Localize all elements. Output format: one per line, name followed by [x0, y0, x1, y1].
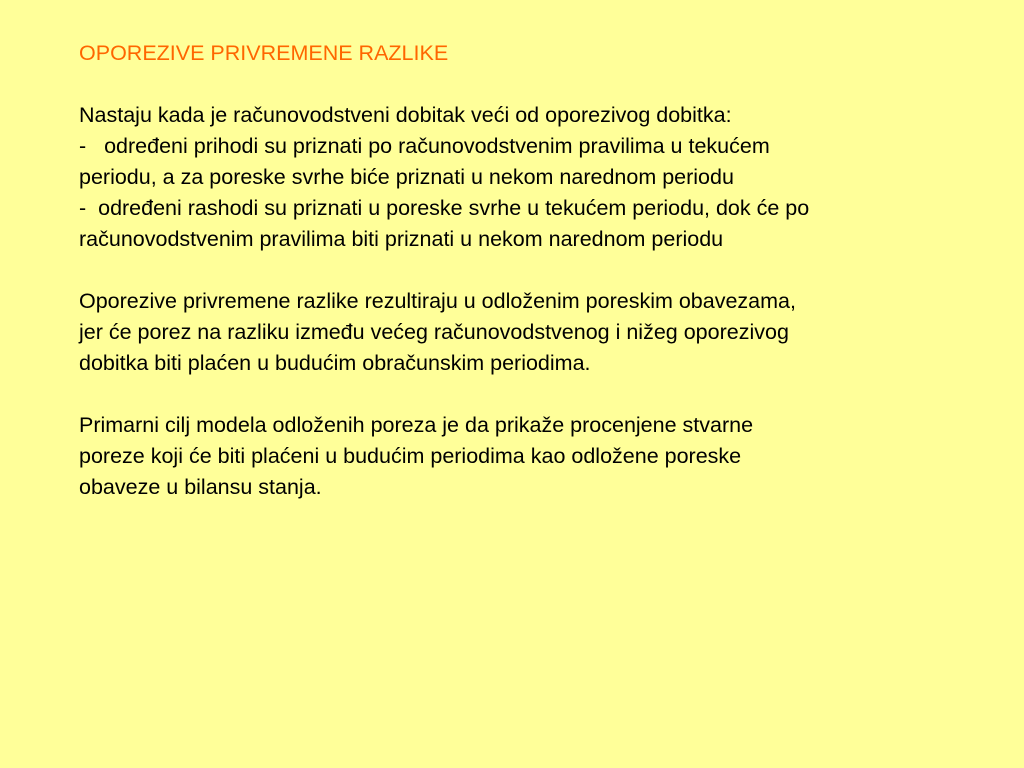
paragraph-definition: [79, 100, 979, 255]
paragraph-line: računovodstvenim pravilima biti priznati u nekom narednom periodu: [79, 227, 724, 251]
bullet-line: - određeni rashodi su priznati u poreske svrhe u tekućem periodu, dok će po: [79, 196, 810, 220]
paragraph-goal: [79, 410, 979, 503]
paragraph-line: Nastaju kada je računovodstveni dobitak veći od oporezivog dobitka:: [79, 103, 732, 127]
paragraph-line: periodu, a za poreske svrhe biće priznati u nekom narednom periodu: [79, 165, 734, 189]
slide-title: OPOREZIVE PRIVREMENE RAZLIKE: [79, 41, 449, 65]
paragraph-line: Primarni cilj modela odloženih poreza je da prikaže procenjene stvarne: [79, 413, 754, 437]
spacer: [79, 379, 979, 410]
paragraph-line: poreze koji će biti plaćeni u budućim periodima kao odložene poreske: [79, 444, 742, 468]
slide-content: [79, 38, 979, 503]
paragraph-line: obaveze u bilansu stanja.: [79, 475, 322, 499]
spacer: [79, 255, 979, 286]
paragraph-obligations: [79, 286, 979, 379]
bullet-line: - određeni prihodi su priznati po računovodstvenim pravilima u tekućem: [79, 134, 770, 158]
paragraph-line: Oporezive privremene razlike rezultiraju u odloženim poreskim obavezama,: [79, 289, 796, 313]
spacer: [79, 69, 979, 100]
paragraph-line: jer će porez na razliku između većeg računovodstvenog i nižeg oporezivog: [79, 320, 789, 344]
paragraph-line: dobitka biti plaćen u budućim obračunskim periodima.: [79, 351, 591, 375]
